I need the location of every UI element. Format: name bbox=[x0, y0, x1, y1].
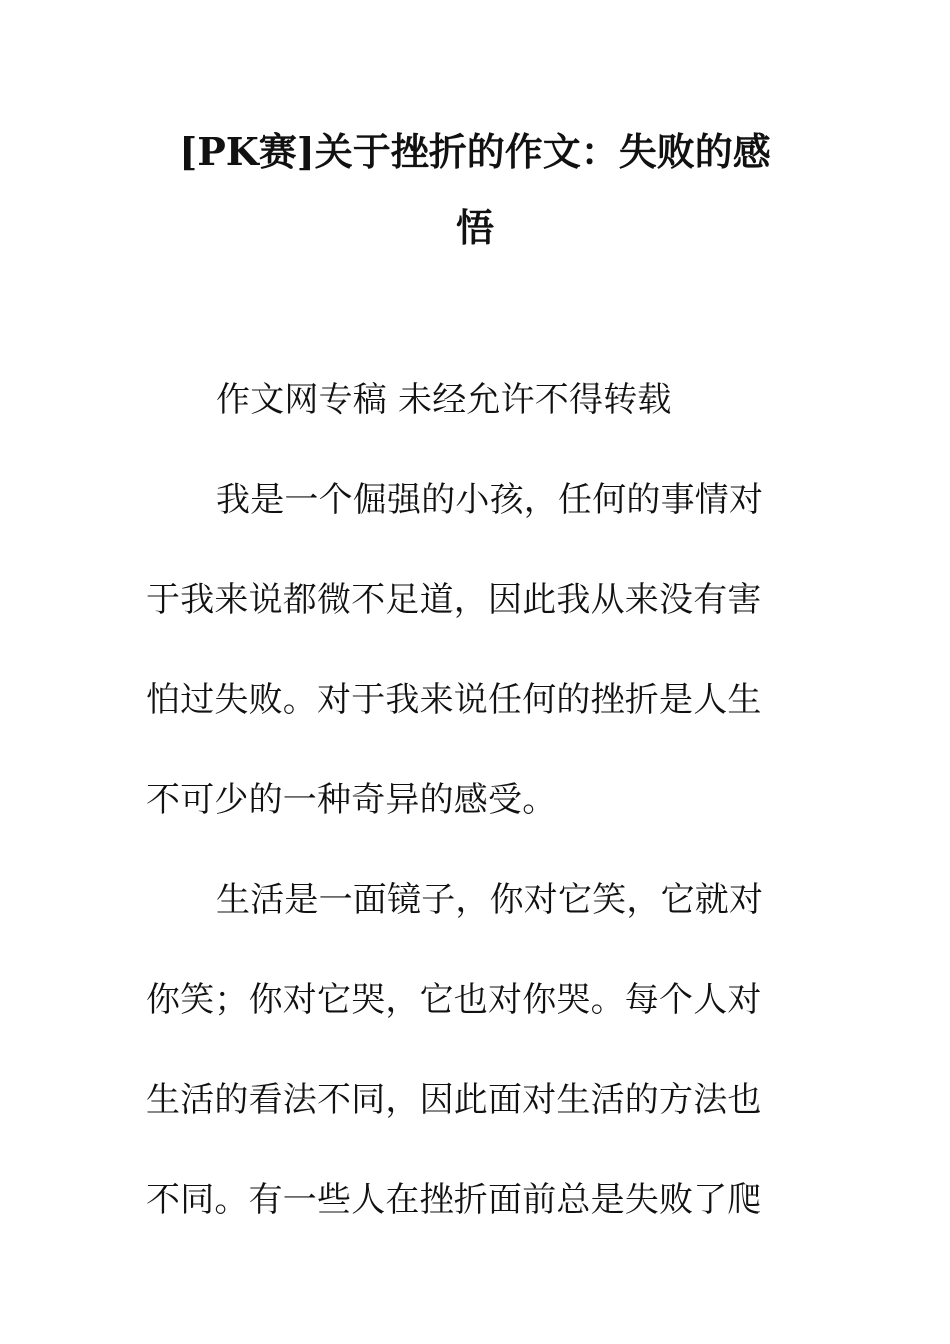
paragraph-1-line-1: 我是一个倔强的小孩，任何的事情对 bbox=[216, 480, 764, 520]
copyright-notice: 作文网专稿 未经允许不得转载 bbox=[216, 380, 672, 420]
paragraph-2-line-3: 生活的看法不同，因此面对生活的方法也 bbox=[146, 1080, 762, 1120]
paragraph-2-line-1: 生活是一面镜子，你对它笑，它就对 bbox=[216, 880, 764, 920]
paragraph-2-line-2: 你笑；你对它哭，它也对你哭。每个人对 bbox=[146, 980, 762, 1020]
paragraph-1-line-4: 不可少的一种奇异的感受。 bbox=[146, 780, 557, 820]
document-title-line-2: 悟 bbox=[455, 205, 494, 250]
document-title-line-1: [PK赛]关于挫折的作文：失败的感 bbox=[179, 129, 771, 174]
paragraph-1-line-2: 于我来说都微不足道，因此我从来没有害 bbox=[146, 580, 762, 620]
paragraph-2-line-4: 不同。有一些人在挫折面前总是失败了爬 bbox=[146, 1180, 762, 1220]
paragraph-1-line-3: 怕过失败。对于我来说任何的挫折是人生 bbox=[146, 680, 762, 720]
